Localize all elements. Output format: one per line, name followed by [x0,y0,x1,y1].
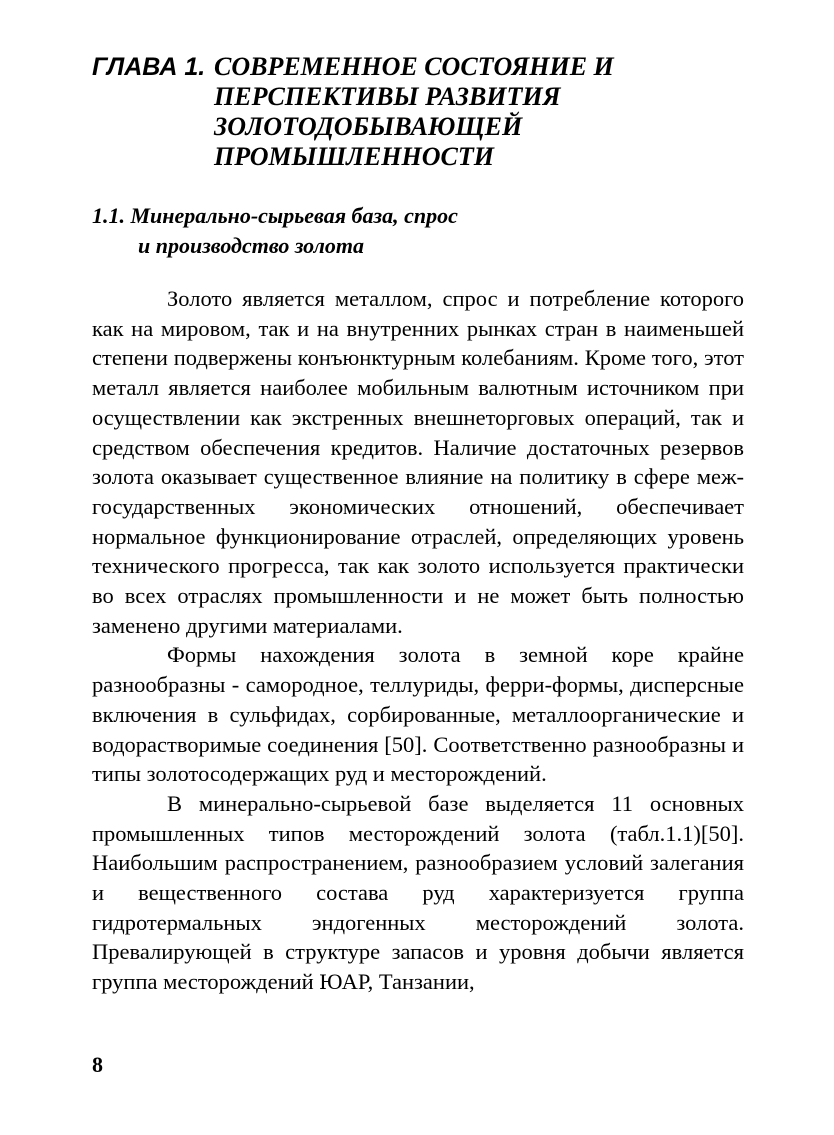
paragraph-2: Формы нахождения золота в земной коре крайне разнообразны - самородное, теллуриды, ферри-формы, дисперсные включения в сульфидах, сорбированные, металлоорганические и водорастворимые соединения [50]. Соответственно разнообразны и типы золотосодержащих руд и месторождений. [92,642,744,787]
page-number: 8 [92,1052,103,1077]
chapter-title-line-3: ЗОЛОТОДОБЫВАЮЩЕЙ [214,112,523,141]
chapter-label: ГЛАВА 1. [92,53,206,81]
body-text [92,284,744,997]
chapter-title-line-1: СОВРЕМЕННОЕ СОСТОЯНИЕ И [214,52,614,81]
paragraph-3: В минерально-сырьевой базе выделяется 11 основных промышленных типов месторождений золота (табл.1.1)[50]. Наибольшим распространением, разнообразием условий залегания и вещественного состава руд характеризуется группа гидротермальных эндогенных месторождений золота. Превалирующей в структуре запасов и уровня добычи является группа месторождений ЮАР, Танзании, [92,790,744,995]
paragraph-1: Золото является металлом, спрос и потребление которого как на мировом, так и на внутренних рынках стран в наименьшей степени подвержены конъюнктурным колебаниям. Кроме того, этот металл является наиболее мобильным валютным источником при осуществлении как экстренных внешнеторговых операций, так и средством обеспечения кредитов. Наличие достаточных резервов золота оказывает существенное влияние на политику в сфере межгосударственных экономических отношений, обеспечивает нормальное функционирование отраслей, определяющих уровень технического прогресса, так как золото используется практически во всех отраслях промышленности и не может быть полностью заменено другими материалами. [92,286,744,638]
section-title-line-1: 1.1. Минерально-сырьевая база, спрос [92,203,458,228]
chapter-title-line-4: ПРОМЫШЛЕННОСТИ [214,142,494,171]
chapter-title-line-2: ПЕРСПЕКТИВЫ РАЗВИТИЯ [214,82,561,111]
section-title-line-2: и производство золота [138,233,365,258]
